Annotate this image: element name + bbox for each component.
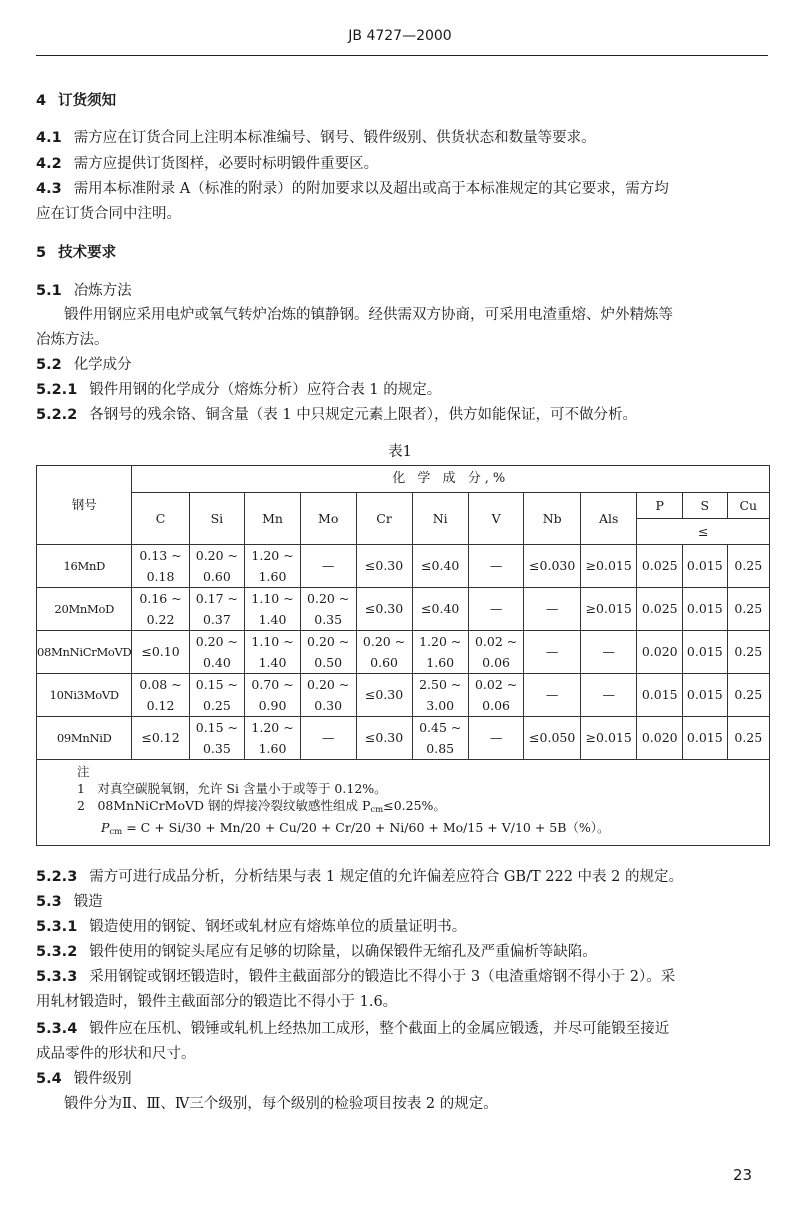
composition-cell xyxy=(300,674,356,717)
composition-cell: — xyxy=(524,631,581,674)
composition-cell: ≤0.40 xyxy=(412,545,468,588)
cell-line: 0.85 xyxy=(426,741,455,756)
cell-line: 0.20 ~ xyxy=(195,634,239,649)
composition-cell: — xyxy=(468,588,524,631)
standard-code: JB 4727—2000 xyxy=(348,28,452,44)
composition-cell: 0.25 xyxy=(727,631,769,674)
formula-text: = C + Si/30 + Mn/20 + Cu/20 + Cr/20 + Ni/60 + Mo/15 + V/10 + 5B（%）。 xyxy=(122,820,610,835)
col-header-nb: Nb xyxy=(524,493,581,545)
cell-line: 0.50 xyxy=(314,655,343,670)
clause-number: 5.2.3 xyxy=(36,869,78,885)
composition-cell xyxy=(412,674,468,717)
cell-line: 1.40 xyxy=(258,655,287,670)
composition-cell xyxy=(189,588,245,631)
clause-number: 5.4 xyxy=(36,1071,62,1087)
notes-title: 注 xyxy=(77,764,90,779)
composition-cell: — xyxy=(524,674,581,717)
table-body xyxy=(37,545,770,760)
clause-5-3-1 xyxy=(36,917,466,937)
composition-cell: — xyxy=(300,545,356,588)
steel-grade-cell: 08MnNiCrMoVD xyxy=(37,631,132,674)
cell-line: 0.18 xyxy=(146,569,175,584)
col-header-als: Als xyxy=(580,493,637,545)
note-2-text: 2 08MnNiCrMoVD 钢的焊接冷裂纹敏感性组成 P xyxy=(77,798,371,813)
col-header-si: Si xyxy=(189,493,245,545)
col-header-p: P xyxy=(637,493,683,519)
composition-cell: — xyxy=(300,717,356,760)
cell-line: 0.35 xyxy=(314,612,343,627)
composition-cell xyxy=(468,674,524,717)
composition-cell xyxy=(132,674,189,717)
composition-cell xyxy=(189,631,245,674)
clause-5-3-4 xyxy=(36,1019,669,1039)
table-notes xyxy=(37,760,770,846)
composition-cell: ≤0.40 xyxy=(412,588,468,631)
clause-number: 5.3 xyxy=(36,894,62,910)
clause-number: 4.1 xyxy=(36,130,62,146)
table-row xyxy=(37,717,770,760)
composition-cell: — xyxy=(468,717,524,760)
cell-line: 0.20 ~ xyxy=(195,548,239,563)
clause-4-3 xyxy=(36,179,669,199)
composition-cell: 0.25 xyxy=(727,674,769,717)
composition-cell xyxy=(245,588,301,631)
section-title: 技术要求 xyxy=(58,245,117,261)
cell-line: 1.40 xyxy=(258,612,287,627)
cell-line: 0.22 xyxy=(146,612,175,627)
cell-line: 0.45 ~ xyxy=(419,720,462,735)
section-title: 订货须知 xyxy=(58,93,117,109)
cell-line: 0.06 xyxy=(482,655,511,670)
clause-text: 需方应在订货合同上注明本标准编号、钢号、锻件级别、供货状态和数量等要求。 xyxy=(73,130,596,146)
cell-line: 0.20 ~ xyxy=(307,591,350,606)
clause-5-4 xyxy=(36,1069,132,1089)
note-2-limit: ≤0.25%。 xyxy=(383,798,446,813)
composition-cell: 0.020 xyxy=(637,631,683,674)
composition-cell: 0.25 xyxy=(727,588,769,631)
cell-line: 0.37 xyxy=(202,612,231,627)
clause-text: 锻件使用的钢锭头尾应有足够的切除量，以确保锻件无缩孔及严重偏析等缺陷。 xyxy=(89,944,597,960)
composition-cell xyxy=(245,674,301,717)
clause-5-1-body-cont: 冶炼方法。 xyxy=(36,332,109,348)
clause-5-4-body: 锻件分为Ⅱ、Ⅲ、Ⅳ三个级别，每个级别的检验项目按表 2 的规定。 xyxy=(64,1096,498,1112)
cell-line: 2.50 ~ xyxy=(419,677,462,692)
composition-cell: ≤0.10 xyxy=(132,631,189,674)
cell-line: 0.30 xyxy=(314,698,343,713)
composition-cell: 0.015 xyxy=(683,631,728,674)
composition-cell: ≤0.30 xyxy=(356,588,412,631)
clause-text: 锻造 xyxy=(73,894,103,910)
clause-4-1 xyxy=(36,128,596,148)
page-number: 23 xyxy=(733,1166,753,1184)
clause-text: 采用钢锭或钢坯锻造时，锻件主截面部分的锻造比不得小于 3（电渣重熔钢不得小于 2）。采 xyxy=(89,969,676,985)
clause-5-2-1 xyxy=(36,380,441,400)
formula-p: P xyxy=(101,820,110,835)
composition-cell: 0.015 xyxy=(683,545,728,588)
clause-5-3-3-cont: 用轧材锻造时，锻件主截面部分的锻造比不得小于 1.6。 xyxy=(36,994,398,1010)
composition-cell: — xyxy=(524,588,581,631)
cell-line: 3.00 xyxy=(426,698,455,713)
clause-text: 需方应提供订货图样，必要时标明锻件重要区。 xyxy=(73,156,379,172)
table-row xyxy=(37,545,770,588)
composition-cell: ≤0.12 xyxy=(132,717,189,760)
clause-number: 5.3.2 xyxy=(36,944,78,960)
col-header-mn: Mn xyxy=(245,493,301,545)
steel-grade-cell: 20MnMoD xyxy=(37,588,132,631)
steel-grade-cell: 16MnD xyxy=(37,545,132,588)
section-number: 4 xyxy=(36,93,47,109)
grade-header: 钢号 xyxy=(37,466,132,545)
clause-4-2 xyxy=(36,154,378,174)
clause-text: 需方可进行成品分析，分析结果与表 1 规定值的允许偏差应符合 GB/T 222 中表 2 的规定。 xyxy=(89,869,683,885)
steel-grade-cell: 09MnNiD xyxy=(37,717,132,760)
clause-5-1 xyxy=(36,281,132,301)
cell-line: 0.17 ~ xyxy=(195,591,239,606)
clause-text: 锻件用钢的化学成分（熔炼分析）应符合表 1 的规定。 xyxy=(89,382,442,398)
composition-cell: 0.25 xyxy=(727,717,769,760)
cell-line: 0.70 ~ xyxy=(251,677,294,692)
composition-cell: ≥0.015 xyxy=(580,717,637,760)
cell-line: 0.40 xyxy=(202,655,231,670)
clause-number: 5.1 xyxy=(36,283,62,299)
header-row-1 xyxy=(37,466,770,493)
composition-cell: ≤0.30 xyxy=(356,717,412,760)
composition-cell: 0.015 xyxy=(637,674,683,717)
cell-line: 0.60 xyxy=(202,569,231,584)
composition-cell: 0.025 xyxy=(637,545,683,588)
composition-cell xyxy=(189,674,245,717)
col-header-mo: Mo xyxy=(300,493,356,545)
cell-line: 0.13 ~ xyxy=(139,548,182,563)
header-rule xyxy=(36,55,768,56)
clause-number: 5.2 xyxy=(36,357,62,373)
cell-line: 0.90 xyxy=(258,698,287,713)
clause-text: 冶炼方法 xyxy=(73,283,132,299)
pcm-formula xyxy=(77,819,769,841)
composition-cell xyxy=(412,717,468,760)
cell-line: 1.10 ~ xyxy=(251,591,294,606)
clause-number: 5.2.1 xyxy=(36,382,78,398)
composition-cell xyxy=(356,631,412,674)
composition-cell: 0.025 xyxy=(637,588,683,631)
composition-cell xyxy=(132,588,189,631)
cell-line: 0.02 ~ xyxy=(474,677,518,692)
clause-5-3-2 xyxy=(36,942,597,962)
composition-cell xyxy=(300,631,356,674)
clause-number: 5.3.1 xyxy=(36,919,78,935)
clause-5-3 xyxy=(36,892,103,912)
cell-line: 0.35 xyxy=(202,741,231,756)
clause-5-2-2 xyxy=(36,405,637,425)
header-row-2 xyxy=(37,493,770,519)
col-header-s: S xyxy=(683,493,728,519)
composition-cell: — xyxy=(580,674,637,717)
clause-text: 锻件应在压机、锻锤或轧机上经热加工成形，整个截面上的金属应锻透，并尽可能锻至接近 xyxy=(89,1021,670,1037)
col-header-cr: Cr xyxy=(356,493,412,545)
clause-text: 化学成分 xyxy=(73,357,132,373)
cell-line: 1.20 ~ xyxy=(419,634,462,649)
composition-cell xyxy=(245,717,301,760)
cell-line: 0.02 ~ xyxy=(474,634,518,649)
note-2 xyxy=(77,797,769,819)
table-row xyxy=(37,631,770,674)
cell-line: 0.20 ~ xyxy=(362,634,406,649)
notes-row xyxy=(37,760,770,846)
clause-4-3-cont: 应在订货合同中注明。 xyxy=(36,206,181,222)
cell-line: 0.06 xyxy=(482,698,511,713)
cell-line: 0.20 ~ xyxy=(307,677,350,692)
clause-5-1-body: 锻件用钢应采用电炉或氧气转炉冶炼的镇静钢。经供需双方协商，可采用电渣重熔、炉外精炼等 xyxy=(64,307,673,323)
composition-cell xyxy=(189,717,245,760)
composition-cell xyxy=(189,545,245,588)
clause-number: 4.2 xyxy=(36,156,62,172)
table-row xyxy=(37,674,770,717)
clause-number: 4.3 xyxy=(36,181,62,197)
page-header xyxy=(0,28,800,44)
composition-cell xyxy=(412,631,468,674)
composition-cell: — xyxy=(468,545,524,588)
cell-line: 0.15 ~ xyxy=(195,720,239,735)
chemical-composition-table xyxy=(36,465,770,846)
composition-cell: 0.015 xyxy=(683,717,728,760)
cell-line: 0.20 ~ xyxy=(307,634,350,649)
cell-line: 1.60 xyxy=(258,741,287,756)
cell-line: 0.15 ~ xyxy=(195,677,239,692)
clause-5-3-3 xyxy=(36,967,675,987)
composition-cell: ≤0.050 xyxy=(524,717,581,760)
group-header: 化 学 成 分,% xyxy=(132,466,770,493)
clause-text: 锻件级别 xyxy=(73,1071,132,1087)
composition-cell: ≤0.030 xyxy=(524,545,581,588)
cell-line: 0.60 xyxy=(370,655,398,670)
composition-cell xyxy=(132,545,189,588)
cell-line: 1.10 ~ xyxy=(251,634,294,649)
composition-cell xyxy=(245,545,301,588)
clause-number: 5.3.3 xyxy=(36,969,78,985)
composition-cell: ≤0.30 xyxy=(356,674,412,717)
col-header-cu: Cu xyxy=(727,493,769,519)
composition-cell: 0.015 xyxy=(683,588,728,631)
composition-cell xyxy=(245,631,301,674)
clause-text: 需用本标准附录 A（标准的附录）的附加要求以及超出或高于本标准规定的其它要求，需方均 xyxy=(73,181,669,197)
composition-cell xyxy=(300,588,356,631)
composition-cell: ≤0.30 xyxy=(356,545,412,588)
composition-cell: — xyxy=(580,631,637,674)
section-4-heading xyxy=(36,91,116,111)
clause-text: 锻造使用的钢锭、钢坯或轧材应有熔炼单位的质量证明书。 xyxy=(89,919,467,935)
table-caption: 表1 xyxy=(388,444,412,460)
cell-line: 1.60 xyxy=(426,655,455,670)
composition-cell: ≥0.015 xyxy=(580,588,637,631)
cell-line: 0.12 xyxy=(146,698,175,713)
clause-text: 各钢号的残余铬、铜含量（表 1 中只规定元素上限者），供方如能保证，可不做分析。 xyxy=(89,407,637,423)
composition-cell: 0.015 xyxy=(683,674,728,717)
composition-cell: 0.020 xyxy=(637,717,683,760)
composition-cell: 0.25 xyxy=(727,545,769,588)
cell-line: 0.16 ~ xyxy=(139,591,182,606)
formula-subscript: cm xyxy=(109,827,123,837)
clause-number: 5.3.4 xyxy=(36,1021,78,1037)
clause-5-2 xyxy=(36,355,132,375)
col-header-c: C xyxy=(132,493,189,545)
cell-line: 0.25 xyxy=(202,698,231,713)
pcm-subscript: cm xyxy=(370,805,384,815)
note-1: 1 对真空碳脱氧钢，允许 Si 含量小于或等于 0.12%。 xyxy=(77,781,387,796)
col-header-ni: Ni xyxy=(412,493,468,545)
cell-line: 0.08 ~ xyxy=(139,677,182,692)
max-limit-mark: ≤ xyxy=(637,519,770,545)
cell-line: 1.20 ~ xyxy=(251,720,294,735)
table-row xyxy=(37,588,770,631)
clause-5-3-4-cont: 成品零件的形状和尺寸。 xyxy=(36,1046,196,1062)
clause-number: 5.2.2 xyxy=(36,407,78,423)
cell-line: 1.60 xyxy=(258,569,287,584)
clause-5-2-3 xyxy=(36,867,683,887)
cell-line: 1.20 ~ xyxy=(251,548,294,563)
col-header-v: V xyxy=(468,493,524,545)
composition-cell: ≥0.015 xyxy=(580,545,637,588)
steel-grade-cell: 10Ni3MoVD xyxy=(37,674,132,717)
section-number: 5 xyxy=(36,245,47,261)
composition-cell xyxy=(468,631,524,674)
section-5-heading xyxy=(36,243,116,263)
